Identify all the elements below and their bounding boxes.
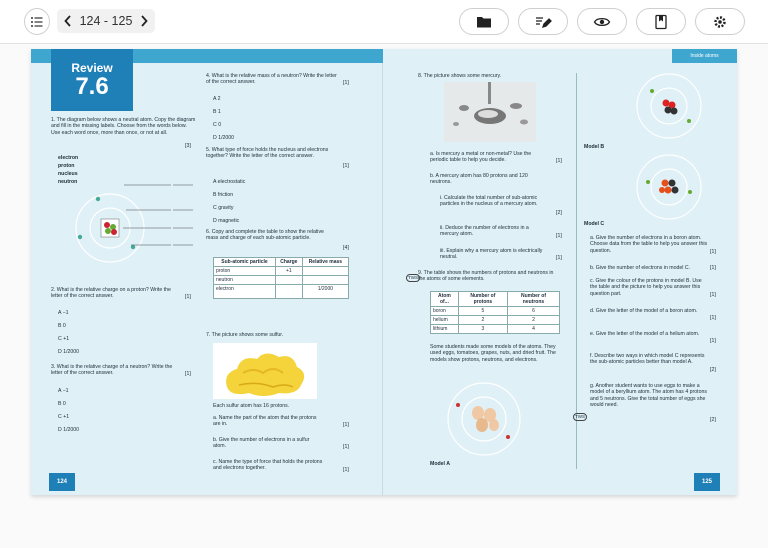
- table-row: [431, 307, 560, 316]
- question-2-options: [58, 307, 79, 359]
- view-button[interactable]: [577, 8, 627, 35]
- table-row: [431, 325, 560, 334]
- answer-option: A −1: [58, 388, 69, 394]
- table-cell: neutron: [214, 276, 276, 285]
- settings-button[interactable]: [695, 8, 745, 35]
- table-cell: 4: [508, 325, 560, 334]
- chevron-left-icon[interactable]: [63, 14, 73, 28]
- edit-icon: [534, 13, 552, 31]
- table-cell: helium: [431, 316, 459, 325]
- tws-badge: TWS: [406, 274, 420, 282]
- reader-toolbar: [0, 0, 768, 44]
- table-row: [214, 285, 349, 299]
- question-7b: b. Give the number of electrons in a sulfur atom.: [213, 437, 310, 450]
- question-9d-marks: [1]: [710, 315, 716, 321]
- question-7b-marks: [1]: [343, 444, 349, 450]
- model-b-label: Model B: [584, 144, 605, 150]
- question-8bii: ii. Deduce the number of electrons in a mercury atom.: [440, 225, 529, 238]
- question-8biii: iii. Explain why a mercury atom is electrically neutral.: [440, 248, 543, 261]
- question-7-text: 7. The picture shows some sulfur.: [206, 332, 284, 338]
- answer-option: C +1: [58, 414, 70, 420]
- bookmark-button[interactable]: [636, 8, 686, 35]
- model-c-image: [634, 152, 704, 222]
- question-3-options: [58, 385, 79, 437]
- table-cell: proton: [214, 267, 276, 276]
- table-header: Number of neutrons: [508, 292, 560, 307]
- question-1-marks: [3]: [185, 143, 191, 149]
- model-a-label: Model A: [430, 461, 450, 467]
- question-5-options: [213, 176, 245, 228]
- answer-option: D 1/2000: [58, 349, 80, 355]
- review-number: 7.6: [75, 73, 109, 100]
- book-spread: [31, 49, 737, 495]
- table-cell: 2: [458, 316, 507, 325]
- table-cell: 6: [508, 307, 560, 316]
- table-row: [214, 267, 349, 276]
- table-cell: 1/2000: [302, 285, 348, 299]
- table-cell: 5: [458, 307, 507, 316]
- model-b-image: [634, 71, 704, 141]
- review-box: [51, 49, 133, 111]
- answer-option: A electrostatic: [213, 179, 246, 185]
- table-cell: [302, 276, 348, 285]
- question-3-text: 3. What is the relative charge of a neutron? Write the letter of the correct answer.: [51, 364, 173, 377]
- answer-option: B 1: [213, 109, 221, 115]
- question-9g-marks: [2]: [710, 417, 716, 423]
- question-5-marks: [1]: [343, 163, 349, 169]
- folder-button[interactable]: [459, 8, 509, 35]
- word-item: neutron: [58, 179, 78, 185]
- table-cell: 3: [458, 325, 507, 334]
- question-6-marks: [4]: [343, 245, 349, 251]
- question-9b: b. Give the number of electrons in model C.: [590, 265, 691, 271]
- question-4-options: [213, 93, 234, 145]
- model-a-image: [444, 379, 524, 459]
- question-7c: c. Name the type of force that holds the protons and electrons together.: [213, 459, 323, 472]
- page-navigator: [57, 9, 155, 33]
- answer-option: D magnetic: [213, 218, 240, 224]
- table-header: Sub-atomic particle: [214, 258, 276, 267]
- question-9-text: 9. The table shows the numbers of protons and neutrons in the atoms of some elements.: [418, 270, 554, 283]
- atoms-table: [430, 291, 560, 334]
- question-8bi: i. Calculate the total number of sub-atomic particles in the nucleus of a mercury atom.: [440, 195, 538, 208]
- table-row: [214, 276, 349, 285]
- page-number-left: 124: [49, 473, 75, 491]
- word-item: nucleus: [58, 171, 78, 177]
- question-7c-marks: [1]: [343, 467, 349, 473]
- table-row: [431, 316, 560, 325]
- table-cell: [302, 267, 348, 276]
- question-9e: e. Give the letter of the model of a helium atom.: [590, 331, 700, 337]
- table-cell: electron: [214, 285, 276, 299]
- table-cell: [275, 285, 302, 299]
- table-header: Charge: [275, 258, 302, 267]
- table-header: Number of protons: [458, 292, 507, 307]
- word-item: proton: [58, 163, 75, 169]
- question-2-text: 2. What is the relative charge on a proton? Write the letter of the correct answer.: [51, 287, 171, 300]
- menu-icon: [28, 13, 46, 31]
- tws-badge: TWS: [573, 413, 587, 421]
- question-9f-marks: [2]: [710, 367, 716, 373]
- answer-option: C +1: [58, 336, 70, 342]
- table-header: Relative mass: [302, 258, 348, 267]
- particle-table: [213, 257, 349, 299]
- page-range: 124 - 125: [79, 14, 133, 28]
- question-8bii-marks: [1]: [556, 233, 562, 239]
- answer-option: B 0: [58, 323, 66, 329]
- right-page: [384, 49, 737, 495]
- question-9c-marks: [1]: [710, 292, 716, 298]
- question-8biii-marks: [1]: [556, 255, 562, 261]
- question-9g: g. Another student wants to use eggs to make a model of a beryllium atom. The atom has 4 protons and 5 neutrons. Give the total number of eggs she would need.: [590, 383, 707, 409]
- question-7a: a. Name the part of the atom that the protons are in.: [213, 415, 317, 428]
- gear-icon: [711, 13, 729, 31]
- table-header: Atom of...: [431, 292, 459, 307]
- review-label: Review: [71, 61, 113, 75]
- answer-option: B 0: [58, 401, 66, 407]
- question-9f: f. Describe two ways in which model C represents the sub-atomic particles better than model A.: [590, 353, 705, 366]
- mercury-image: [444, 82, 536, 142]
- sulfur-caption: Each sulfur atom has 16 protons.: [213, 403, 290, 409]
- bookmark-icon: [652, 13, 670, 31]
- question-6-text: 6. Copy and complete the table to show the relative mass and charge of each sub-atomic particle.: [206, 229, 324, 242]
- answer-option: A 2: [213, 96, 221, 102]
- question-4-marks: [1]: [343, 80, 349, 86]
- eye-icon: [593, 13, 611, 31]
- page-number-right: 125: [694, 473, 720, 491]
- answer-option: B friction: [213, 192, 234, 198]
- table-cell: [275, 276, 302, 285]
- models-paragraph: Some students made some models of the atoms. They used eggs, tomatoes, grapes, nuts, and dried fruit. The models show protons, neutrons, and electrons.: [430, 344, 556, 363]
- answer-option: C gravity: [213, 205, 234, 211]
- table-cell: lithium: [431, 325, 459, 334]
- chevron-right-icon[interactable]: [139, 14, 149, 28]
- question-8b: b. A mercury atom has 80 protons and 120 neutrons.: [430, 173, 528, 186]
- question-9b-marks: [1]: [710, 265, 716, 271]
- sulfur-image: [213, 343, 317, 399]
- question-5-text: 5. What type of force holds the nucleus and electrons together? Write the letter of the correct answer.: [206, 147, 329, 160]
- word-item: electron: [58, 155, 79, 161]
- menu-button[interactable]: [24, 8, 50, 35]
- atom-diagram: [71, 177, 201, 277]
- table-cell: +1: [275, 267, 302, 276]
- model-c-label: Model C: [584, 221, 605, 227]
- left-page: [31, 49, 383, 495]
- folder-icon: [475, 13, 493, 31]
- question-9c: c. Give the colour of the protons in model B. Use the table and the picture to help you answer this question part.: [590, 278, 702, 297]
- column-divider: [576, 73, 577, 469]
- question-1-text: 1. The diagram below shows a neutral atom. Copy the diagram and fill in the missing labels. Choose from the words below. Use each word once, more than once, or not at all.: [51, 117, 196, 136]
- question-2-marks: [1]: [185, 294, 191, 300]
- question-7a-marks: [1]: [343, 422, 349, 428]
- annotate-button[interactable]: [518, 8, 568, 35]
- question-8a-marks: [1]: [556, 158, 562, 164]
- table-cell: boron: [431, 307, 459, 316]
- question-8-text: 8. The picture shows some mercury.: [418, 73, 502, 79]
- question-9e-marks: [1]: [710, 338, 716, 344]
- question-9a: a. Give the number of electrons in a boron atom. Choose data from the table to help you answer this question.: [590, 235, 708, 254]
- answer-option: C 0: [213, 122, 222, 128]
- answer-option: D 1/2000: [213, 135, 235, 141]
- question-9a-marks: [1]: [710, 249, 716, 255]
- question-8bi-marks: [2]: [556, 210, 562, 216]
- question-9d: d. Give the letter of the model of a boron atom.: [590, 308, 698, 314]
- question-4-text: 4. What is the relative mass of a neutron? Write the letter of the correct answer.: [206, 73, 337, 86]
- table-cell: 2: [508, 316, 560, 325]
- question-8a: a. Is mercury a metal or non-metal? Use the periodic table to help you decide.: [430, 151, 532, 164]
- answer-option: A −1: [58, 310, 69, 316]
- question-3-marks: [1]: [185, 371, 191, 377]
- answer-option: D 1/2000: [58, 427, 80, 433]
- section-header: Inside atoms: [672, 49, 737, 63]
